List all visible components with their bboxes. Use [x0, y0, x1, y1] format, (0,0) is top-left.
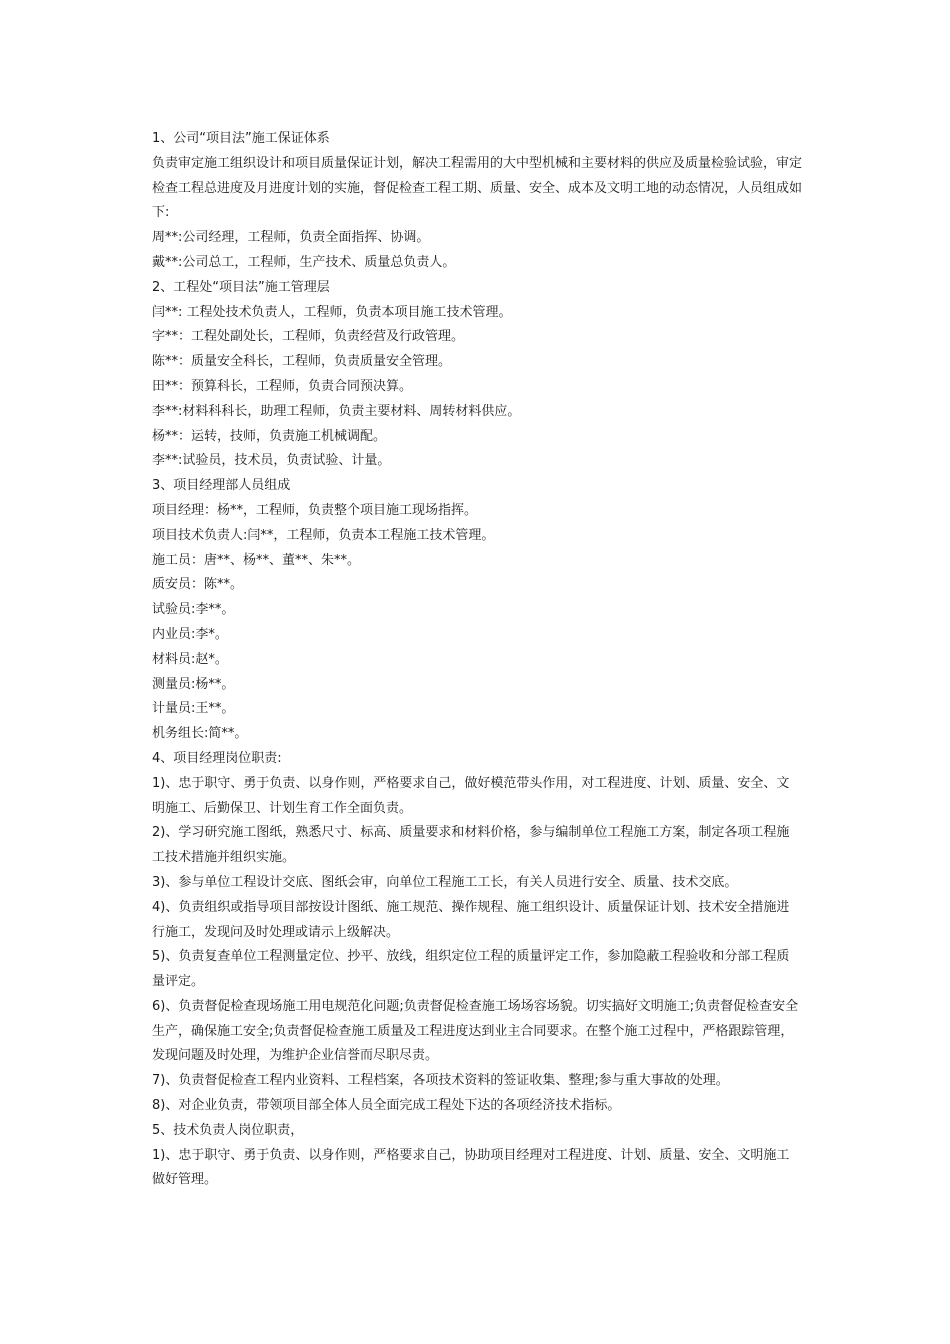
- member-entry: 测量员:杨**。: [152, 676, 235, 692]
- member-entry: 项目经理：杨**，工程师，负责整个项目施工现场指挥。: [152, 502, 478, 518]
- member-entry: 内业员:李*。: [152, 626, 228, 642]
- member-entry: 田**：预算科长，工程师，负责合同预决算。: [152, 378, 413, 394]
- member-entry: 周**:公司经理，工程师，负责全面指挥、协调。: [152, 230, 430, 246]
- member-entry: 杨**：运转，技师，负责施工机械调配。: [152, 428, 387, 444]
- document-body: [152, 127, 802, 1193]
- member-entry: 戴**:公司总工，工程师，生产技术、质量总负责人。: [152, 254, 456, 270]
- duty-item: 6)、负责督促检查现场施工用电规范化问题;负责督促检查施工场场容场貌。切实搞好文明施工;负责督促检查安全生产，确保施工安全;负责督促检查施工质量及工程进度达到业主合同要求。在整个施工过程中，严格跟踪管理，发现问题及时处理，为维护企业信誉而尽职尽责。: [152, 998, 799, 1064]
- member-entry: 计量员:王**。: [152, 701, 235, 717]
- member-entry: 李**:材料科科长，助理工程师，负责主要材料、周转材料供应。: [152, 403, 521, 419]
- duty-item: 3)、参与单位工程设计交底、图纸会审，向单位工程施工工长，有关人员进行安全、质量、技术交底。: [152, 874, 738, 890]
- heading-section-1: 1、公司“项目法”施工保证体系: [152, 131, 330, 146]
- heading-section-5: 5、技术负责人岗位职责，: [152, 1122, 304, 1138]
- duty-item: 1)、忠于职守、勇于负责、以身作则，严格要求自己，协助项目经理对工程进度、计划、质量、安全、文明施工做好管理。: [152, 1147, 790, 1188]
- member-entry: 字**：工程处副处长，工程师，负责经营及行政管理。: [152, 329, 465, 345]
- member-entry: 施工员：唐**、杨**、董**、朱**。: [152, 552, 361, 568]
- member-entry: 李**:试验员，技术员，负责试验、计量。: [152, 453, 391, 469]
- duty-item: 7)、负责督促检查工程内业资料、工程档案，各项技术资料的签证收集、整理;参与重大事故的处理。: [152, 1073, 729, 1089]
- heading-section-3: 3、项目经理部人员组成: [152, 478, 291, 494]
- duty-item: 1)、忠于职守、勇于负责、以身作则，严格要求自己，做好模范带头作用，对工程进度、计划、质量、安全、文明施工、后勤保卫、计划生育工作全面负责。: [152, 775, 790, 816]
- heading-section-4: 4、项目经理岗位职责:: [152, 750, 282, 766]
- member-entry: 材料员:赵*。: [152, 651, 228, 667]
- paragraph-company-responsibility: 负责审定施工组织设计和项目质量保证计划，解决工程需用的大中型机械和主要材料的供应及质量检验试验，审定检查工程总进度及月进度计划的实施，督促检查工程工期、质量、安全、成本及文明工地的动态情况，人员组成如下:: [152, 155, 802, 221]
- duty-item: 4)、负责组织或指导项目部按设计图纸、施工规范、操作规程、施工组织设计、质量保证计划、技术安全措施进行施工，发现问及时处理或请示上级解决。: [152, 899, 790, 940]
- member-entry: 机务组长:简**。: [152, 726, 248, 742]
- duty-item: 8)、对企业负责，带领项目部全体人员全面完成工程处下达的各项经济技术指标。: [152, 1098, 621, 1114]
- duty-item: 5)、负责复查单位工程测量定位、抄平、放线，组织定位工程的质量评定工作，参加隐蔽工程验收和分部工程质量评定。: [152, 949, 790, 990]
- member-entry: 闫**: 工程处技术负责人，工程师，负责本项目施工技术管理。: [152, 304, 512, 320]
- member-entry: 试验员:李**。: [152, 602, 235, 618]
- heading-section-2: 2、工程处“项目法”施工管理层: [152, 279, 330, 295]
- member-entry: 项目技术负责人:闫**，工程师，负责本工程施工技术管理。: [152, 527, 495, 543]
- member-entry: 质安员：陈**。: [152, 577, 244, 593]
- duty-item: 2)、学习研究施工图纸，熟悉尺寸、标高、质量要求和材料价格，参与编制单位工程施工方案，制定各项工程施工技术措施并组织实施。: [152, 825, 790, 866]
- member-entry: 陈**：质量安全科长，工程师，负责质量安全管理。: [152, 354, 452, 370]
